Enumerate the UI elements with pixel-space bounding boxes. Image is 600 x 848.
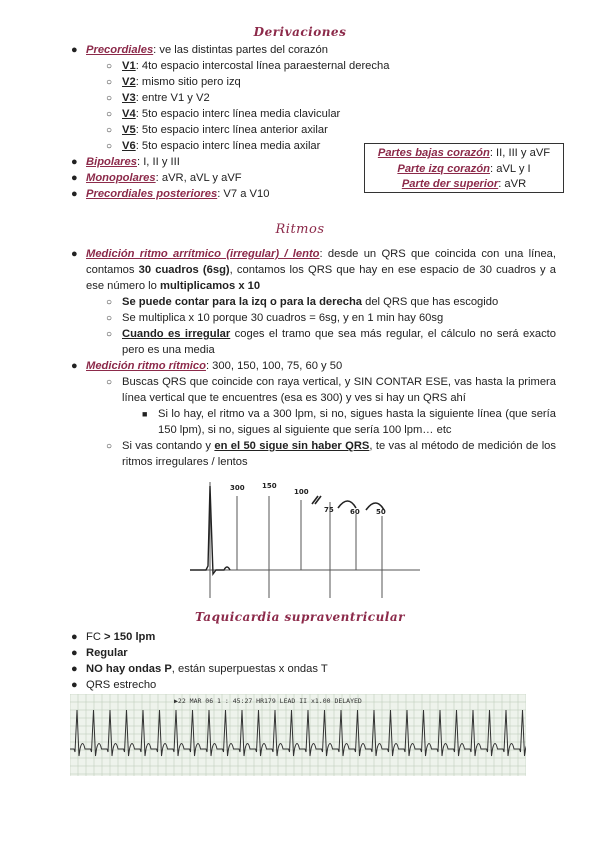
list-item-qrs — [71, 678, 556, 694]
bold-text: Se puede contar para la izq o para la derecha — [122, 296, 362, 308]
text: , contamos los QRS que hay en ese espacio de 30 cuadros y a ese número lo — [86, 263, 556, 292]
summary-term: Parte der superior — [401, 178, 499, 190]
bullet-icon: ● — [71, 172, 78, 184]
bold-text: NO hay ondas P — [86, 663, 172, 675]
lead-text: : mismo sitio pero izq — [135, 76, 241, 88]
bullet-icon: ● — [71, 647, 78, 659]
circle-bullet-icon: ○ — [106, 77, 113, 88]
lead-text: : 4to espacio intercostal línea paraesternal derecha — [135, 60, 390, 72]
circle-bullet-icon: ○ — [106, 61, 113, 72]
text: coges el tramo que sea más regular, el cálculo no será exacto pero es una media — [122, 328, 557, 356]
bullet-icon: ● — [71, 663, 78, 675]
circle-bullet-icon: ○ — [106, 441, 113, 452]
bold-text: 30 cuadros (6sg) — [138, 263, 230, 276]
circle-bullet-icon: ○ — [106, 297, 113, 308]
list-item-lead — [106, 75, 592, 91]
list-item-ritmico — [71, 359, 556, 375]
circle-bullet-icon: ○ — [106, 329, 113, 340]
square-bullet-icon: ■ — [142, 409, 148, 419]
list-item-sub — [106, 375, 556, 407]
term-posteriores: Precordiales posteriores — [86, 188, 218, 200]
list-item-regular — [71, 646, 556, 662]
list-item-sub — [106, 295, 592, 311]
bullet-icon: ● — [71, 679, 78, 691]
term-precordiales: Precordiales — [86, 44, 154, 56]
summary-term: Parte izq corazón — [397, 162, 490, 175]
circle-bullet-icon: ○ — [106, 125, 113, 136]
text: FC — [86, 631, 105, 643]
summary-text: : II, III y aVF — [489, 147, 551, 159]
list-item-fc — [71, 630, 556, 646]
section-title-ritmos: Ritmos — [275, 222, 325, 237]
figure-label: 300 — [230, 484, 245, 492]
bullet-icon: ● — [71, 44, 78, 56]
circle-bullet-icon: ○ — [106, 313, 113, 324]
list-item-lead — [106, 107, 592, 123]
ecg-counting-figure — [190, 474, 430, 604]
text: : desde un QRS que coincida con una línea, contamos — [86, 248, 556, 276]
lead-name: V3 — [122, 92, 136, 104]
lead-name: V6 — [122, 140, 136, 152]
bullet-icon: ● — [71, 360, 78, 372]
lead-text: : 5to espacio interc línea anterior axilar — [135, 124, 328, 136]
bold-underlined-text: en el 50 sigue sin haber QRS — [214, 440, 370, 452]
lead-name: V1 — [122, 60, 136, 72]
list-item-lead — [106, 91, 592, 107]
list-item-subsub — [142, 407, 556, 439]
hatch-marks — [312, 496, 321, 504]
summary-line — [365, 162, 563, 178]
term-ritmico: Medición ritmo rítmico — [86, 360, 206, 372]
list-item-arritmico — [71, 247, 556, 294]
list-item-sub — [106, 327, 557, 359]
arrow-arc — [338, 501, 356, 508]
text: del QRS que has escogido — [362, 296, 499, 308]
summary-box — [364, 143, 564, 193]
figure-label: 60 — [350, 508, 360, 516]
circle-bullet-icon: ○ — [106, 377, 113, 388]
bullet-icon: ● — [71, 248, 78, 260]
bold-underlined-text: Cuando es irregular — [122, 328, 231, 340]
figure-label: 100 — [294, 488, 309, 496]
text: , están superpuestas x ondas T — [171, 663, 328, 675]
circle-bullet-icon: ○ — [106, 93, 113, 104]
lead-text: : 5to espacio interc línea media clavicular — [135, 108, 341, 120]
figure-label: 150 — [262, 482, 277, 490]
list-item-lead — [106, 123, 592, 139]
list-item-sub — [106, 311, 592, 327]
lead-text: : 5to espacio interc línea media axilar — [135, 140, 321, 152]
summary-line — [365, 177, 563, 193]
text: QRS estrecho — [86, 679, 157, 691]
circle-bullet-icon: ○ — [106, 109, 113, 120]
term-text: : aVR, aVL y aVF — [155, 172, 242, 184]
bullet-icon: ● — [71, 156, 78, 168]
bold-text: multiplicamos x 10 — [160, 279, 261, 292]
text: Si lo hay, el ritmo va a 300 lpm, si no, sigues hasta la siguiente línea (que sería 150 lpm), si no, sigues al siguiente que sería 100 lpm… etc — [158, 408, 556, 436]
lead-name: V5 — [122, 124, 136, 136]
term-bipolares: Bipolares — [86, 156, 137, 168]
text: Buscas QRS que coincide con raya vertical, y SIN CONTAR ESE, vas hasta la primera línea vertical que te encuentres (esa es 300) y ves si hay un QRS ahí — [122, 376, 556, 404]
bullet-icon: ● — [71, 631, 78, 643]
bold-text: > 150 lpm — [104, 631, 156, 643]
text: Si vas contando y — [122, 440, 215, 452]
lead-name: V2 — [122, 76, 136, 88]
ecg-strip — [70, 694, 526, 776]
lead-text: : entre V1 y V2 — [135, 92, 210, 104]
term-monopolares: Monopolares — [86, 172, 156, 184]
bullet-icon: ● — [71, 188, 78, 200]
circle-bullet-icon: ○ — [106, 141, 113, 152]
lead-name: V4 — [122, 108, 136, 120]
list-item-sub — [106, 439, 556, 471]
summary-text: : aVR — [498, 178, 527, 190]
text: , te vas al método de medición de los ritmos irregulares / lentos — [122, 440, 556, 468]
section-title-derivaciones: Derivaciones — [253, 25, 347, 39]
list-item-precordiales — [71, 43, 556, 59]
summary-term: Partes bajas corazón — [377, 147, 490, 159]
list-item-ondas-p — [71, 662, 556, 678]
term-text: : I, II y III — [136, 156, 180, 168]
term-text: : V7 a V10 — [217, 188, 270, 200]
figure-label: 75 — [324, 506, 334, 514]
term-text: : ve las distintas partes del corazón — [153, 44, 328, 56]
text: Se multiplica x 10 porque 30 cuadros = 6sg, y en 1 min hay 60sg — [122, 312, 444, 324]
list-item-lead — [106, 59, 592, 75]
summary-text: : aVL y I — [490, 162, 531, 175]
term-arritmico: Medición ritmo arrítmico (irregular) / lento — [86, 248, 320, 260]
strip-header: ▶22 MAR 06 1 : 45:27 HR179 LEAD II x1.00 DELAYED — [174, 697, 362, 705]
figure-label: 50 — [376, 508, 386, 516]
section-title-taquicardia: Taquicardia supraventricular — [195, 610, 405, 624]
bold-text: Regular — [86, 647, 128, 659]
summary-line — [365, 146, 563, 162]
text: : 300, 150, 100, 75, 60 y 50 — [205, 360, 343, 372]
